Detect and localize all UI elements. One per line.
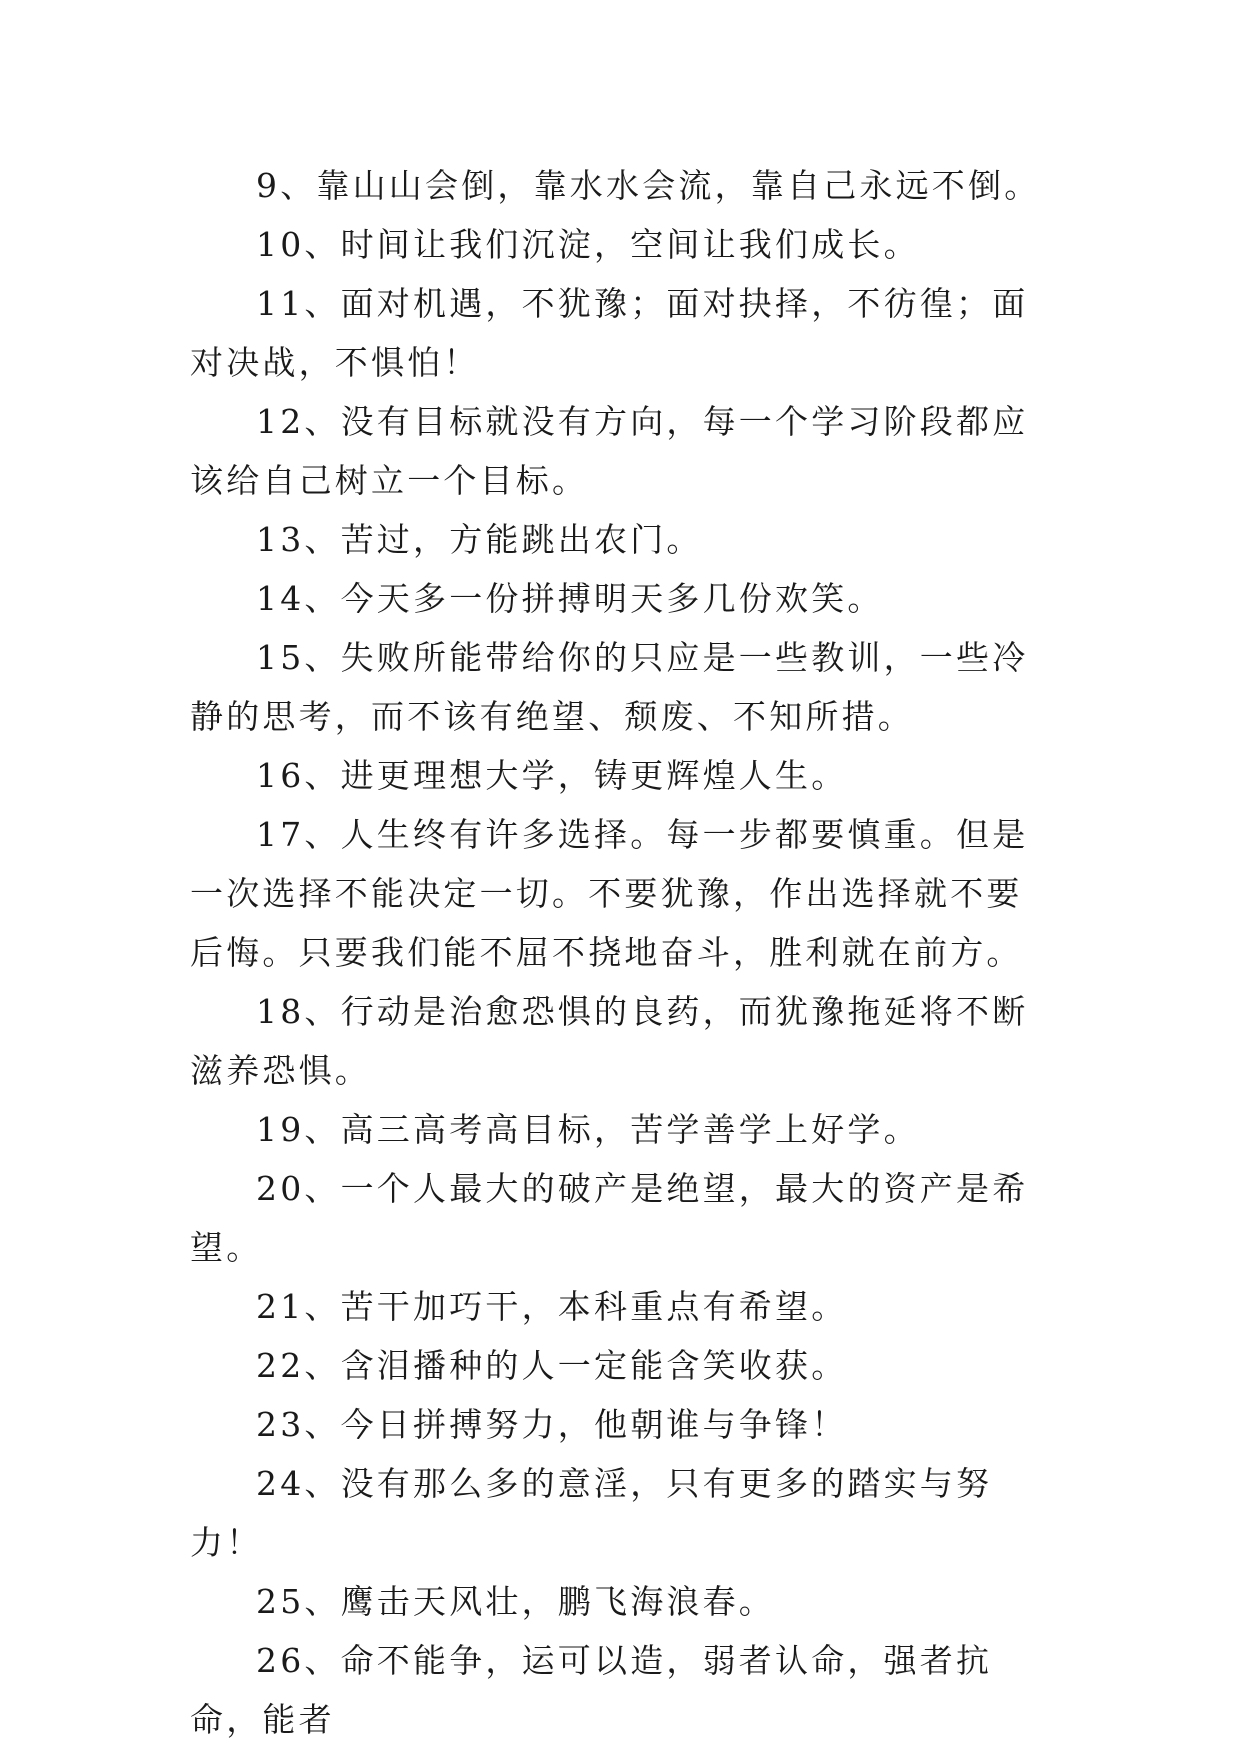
document-body — [190, 156, 1050, 1749]
paragraph-12: 12、没有目标就没有方向，每一个学习阶段都应该给自己树立一个目标。 — [190, 402, 1029, 500]
paragraph-14: 14、今天多一份拼搏明天多几份欢笑。 — [256, 579, 884, 618]
paragraph-16: 16、进更理想大学，铸更辉煌人生。 — [256, 756, 848, 795]
paragraph-22: 22、含泪播种的人一定能含笑收获。 — [256, 1346, 848, 1385]
paragraph-9: 9、靠山山会倒，靠水水会流，靠自己永远不倒。 — [256, 166, 1041, 205]
paragraph-19: 19、高三高考高目标，苦学善学上好学。 — [256, 1110, 920, 1149]
paragraph-10: 10、时间让我们沉淀，空间让我们成长。 — [256, 225, 920, 264]
paragraph-11: 11、面对机遇，不犹豫；面对抉择，不彷徨；面对决战，不惧怕！ — [190, 284, 1029, 382]
paragraph-18: 18、行动是治愈恐惧的良药，而犹豫拖延将不断滋养恐惧。 — [190, 992, 1029, 1090]
paragraph-17: 17、人生终有许多选择。每一步都要慎重。但是一次选择不能决定一切。不要犹豫，作出选择就不要后悔。只要我们能不屈不挠地奋斗，胜利就在前方。 — [190, 815, 1029, 972]
paragraph-26: 26、命不能争，运可以造，弱者认命，强者抗命，能者 — [190, 1641, 993, 1739]
paragraph-20: 20、一个人最大的破产是绝望，最大的资产是希望。 — [190, 1169, 1029, 1267]
paragraph-25: 25、鹰击天风壮，鹏飞海浪春。 — [256, 1582, 775, 1621]
paragraph-15: 15、失败所能带给你的只应是一些教训，一些冷静的思考，而不该有绝望、颓废、不知所措。 — [190, 638, 1029, 736]
paragraph-13: 13、苦过，方能跳出农门。 — [256, 520, 703, 559]
paragraph-21: 21、苦干加巧干，本科重点有希望。 — [256, 1287, 848, 1326]
paragraph-23: 23、今日拼搏努力，他朝谁与争锋！ — [256, 1405, 848, 1444]
paragraph-24: 24、没有那么多的意淫，只有更多的踏实与努力！ — [190, 1464, 993, 1562]
